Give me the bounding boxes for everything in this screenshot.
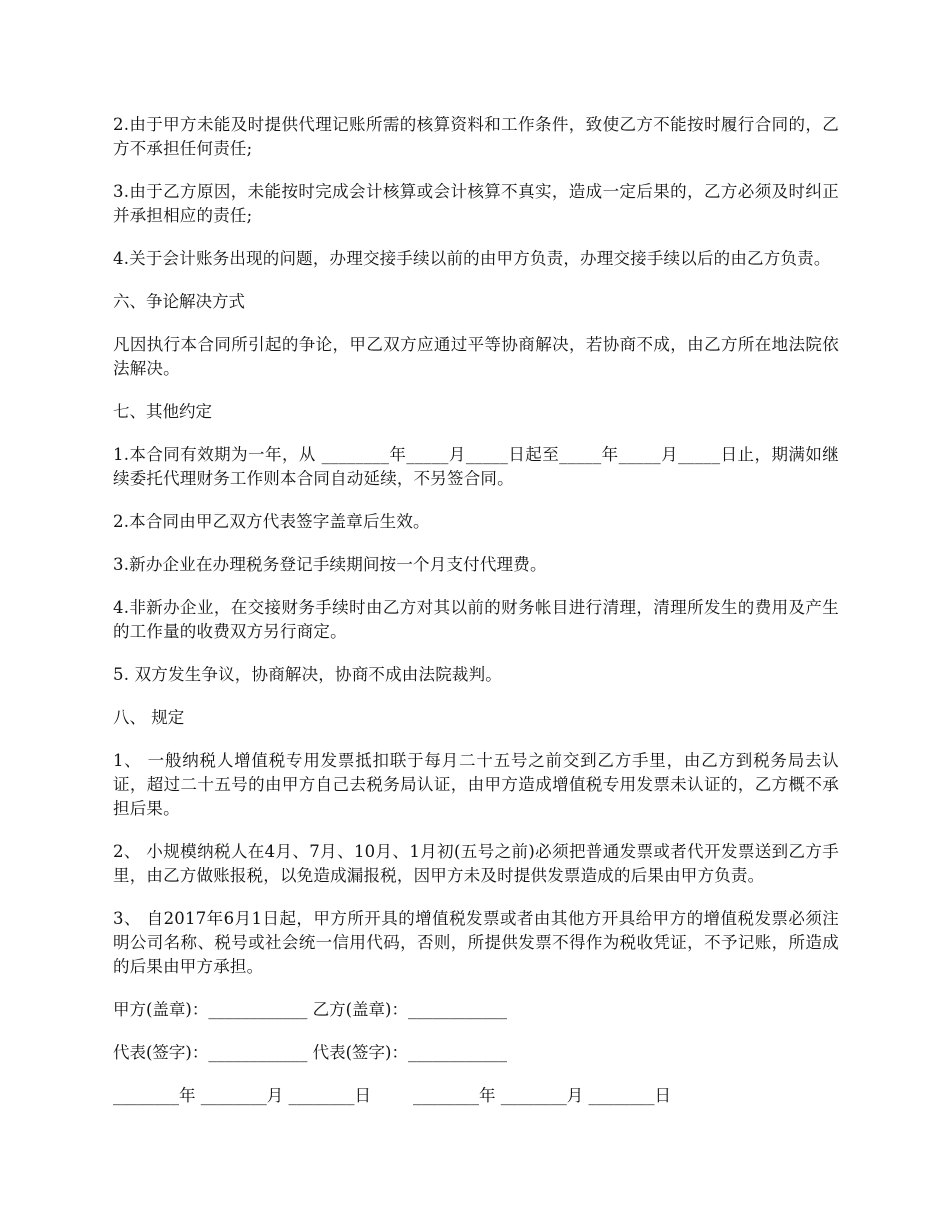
section-heading: 六、争论解决方式 bbox=[113, 292, 245, 311]
clause-paragraph: 3.由于乙方原因，未能按时完成会计核算或会计核算不真实，造成一定后果的，乙方必须及时纠正并承担相应的责任; bbox=[113, 182, 839, 225]
clause-paragraph: 凡因执行本合同所引起的争论，甲乙双方应通过平等协商解决，若协商不成，由乙方所在地法院依法解决。 bbox=[113, 335, 839, 378]
clause-paragraph: 2、 小规模纳税人在4月、7月、10月、1月初(五号之前)必须把普通发票或者代开发票送到乙方手里，由乙方做账报税，以免造成漏报税，因甲方未及时提供发票造成的后果由甲方负责。 bbox=[113, 842, 839, 885]
document-body bbox=[113, 113, 839, 1127]
clause-paragraph: 1、 一般纳税人增值税专用发票抵扣联于每月二十五号之前交到乙方手里，由乙方到税务局去认证，超过二十五号的由甲方自己去税务局认证，由甲方造成增值税专用发票未认证的，乙方概不承担后果。 bbox=[113, 751, 839, 818]
section-heading: 八、 规定 bbox=[113, 708, 185, 727]
clause-paragraph: 4.非新办企业，在交接财务手续时由乙方对其以前的财务帐目进行清理，清理所发生的费用及产生的工作量的收费双方另行商定。 bbox=[113, 598, 839, 641]
clause-paragraph: 4.关于会计账务出现的问题，办理交接手续以前的由甲方负责，办理交接手续以后的由乙方负责。 bbox=[113, 249, 831, 268]
date-signature-line: ________年 ________月 ________日 ________年 ________月 ________日 bbox=[113, 1086, 671, 1105]
seal-signature-line: 甲方(盖章)：____________ 乙方(盖章)：____________ bbox=[113, 1000, 507, 1019]
clause-paragraph: 3.新办企业在办理税务登记手续期间按一个月支付代理费。 bbox=[113, 555, 547, 574]
clause-paragraph: 5. 双方发生争议，协商解决，协商不成由法院裁判。 bbox=[113, 665, 502, 684]
representative-signature-line: 代表(签字)：____________ 代表(签字)：____________ bbox=[113, 1043, 507, 1062]
clause-paragraph: 2.由于甲方未能及时提供代理记账所需的核算资料和工作条件，致使乙方不能按时履行合同的，乙方不承担任何责任; bbox=[113, 115, 839, 158]
section-heading: 七、其他约定 bbox=[113, 402, 212, 421]
clause-paragraph: 3、 自2017年6月1日起，甲方所开具的增值税发票或者由其他方开具给甲方的增值税发票必须注明公司名称、税号或社会统一信用代码，否则，所提供发票不得作为税收凭证，不予记账，所造成的后果由甲方承担。 bbox=[113, 909, 839, 976]
clause-paragraph: 2.本合同由甲乙双方代表签字盖章后生效。 bbox=[113, 512, 430, 531]
clause-paragraph: 1.本合同有效期为一年，从 ________年_____月_____日起至_____年_____月_____日止，期满如继续委托代理财务工作则本合同自动延续，不另签合同。 bbox=[113, 445, 839, 488]
